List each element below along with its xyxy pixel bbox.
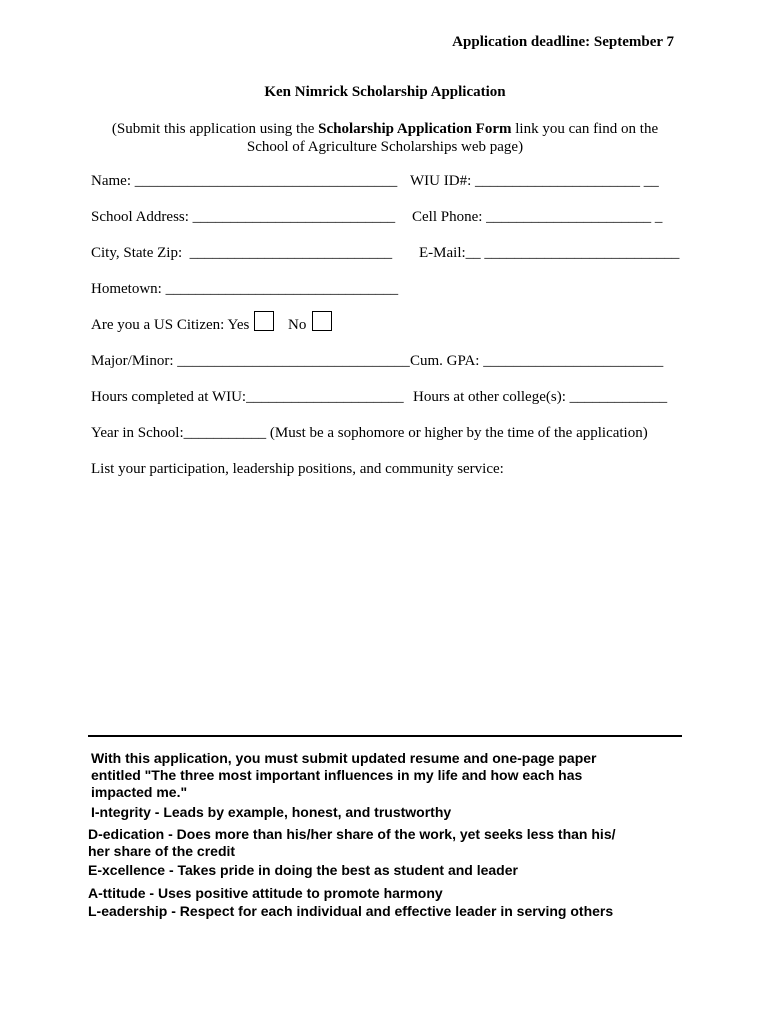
instructions (90, 120, 680, 156)
requirement-line-2: entitled "The three most important influences in my life and how each has (91, 767, 583, 783)
participation-answer-area[interactable] (88, 485, 682, 725)
hours-other-field[interactable]: Hours at other college(s): _____________ (413, 389, 668, 405)
email-field[interactable]: E-Mail:__ __________________________ (419, 245, 680, 261)
requirements-note (91, 750, 691, 801)
hometown-field[interactable]: Hometown: _______________________________ (91, 281, 399, 297)
citizen-no-label: No (288, 317, 307, 333)
wiu-id-field[interactable]: WIU ID#: ______________________ __ (410, 173, 659, 189)
attitude-item: A-ttitude - Uses positive attitude to promote harmony (88, 885, 443, 901)
cell-phone-field[interactable]: Cell Phone: ______________________ _ (412, 209, 663, 225)
hours-wiu-field[interactable]: Hours completed at WIU:_____________________ (91, 389, 404, 405)
citizen-label: Are you a US Citizen: Yes (91, 317, 250, 333)
requirement-line-1: With this application, you must submit updated resume and one-page paper (91, 750, 597, 766)
year-in-school-field[interactable]: Year in School:___________ (Must be a sophomore or higher by the time of the application) (91, 425, 648, 441)
gpa-field[interactable]: Cum. GPA: ________________________ (410, 353, 664, 369)
city-state-zip-field[interactable]: City, State Zip: ___________________________ (91, 245, 393, 261)
page-title: Ken Nimrick Scholarship Application (264, 84, 506, 100)
dedication-line-2: her share of the credit (88, 843, 236, 859)
instructions-text-post: link you can find on the (511, 121, 659, 137)
school-address-field[interactable]: School Address: ___________________________ (91, 209, 396, 225)
instructions-text-pre: (Submit this application using the (111, 121, 319, 137)
instructions-text-line2: School of Agriculture Scholarships web page) (246, 139, 524, 155)
section-divider (88, 735, 682, 737)
citizen-no-checkbox[interactable] (312, 311, 332, 331)
participation-label: List your participation, leadership positions, and community service: (91, 461, 504, 477)
citizen-yes-checkbox[interactable] (254, 311, 274, 331)
major-minor-field[interactable]: Major/Minor: _______________________________ (91, 353, 410, 369)
name-field[interactable]: Name: ___________________________________ (91, 173, 398, 189)
leadership-item: L-eadership - Respect for each individual and effective leader in serving others (88, 903, 614, 919)
dedication-line-1: D-edication - Does more than his/her share of the work, yet seeks less than his/ (88, 826, 616, 842)
integrity-item: I-ntegrity - Leads by example, honest, and trustworthy (91, 804, 452, 820)
dedication-item (88, 826, 688, 860)
requirement-line-3: impacted me." (91, 784, 188, 800)
scholarship-form-link-text: Scholarship Application Form (318, 121, 512, 137)
deadline-text: Application deadline: September 7 (452, 34, 674, 50)
excellence-item: E-xcellence - Takes pride in doing the best as student and leader (88, 862, 518, 878)
